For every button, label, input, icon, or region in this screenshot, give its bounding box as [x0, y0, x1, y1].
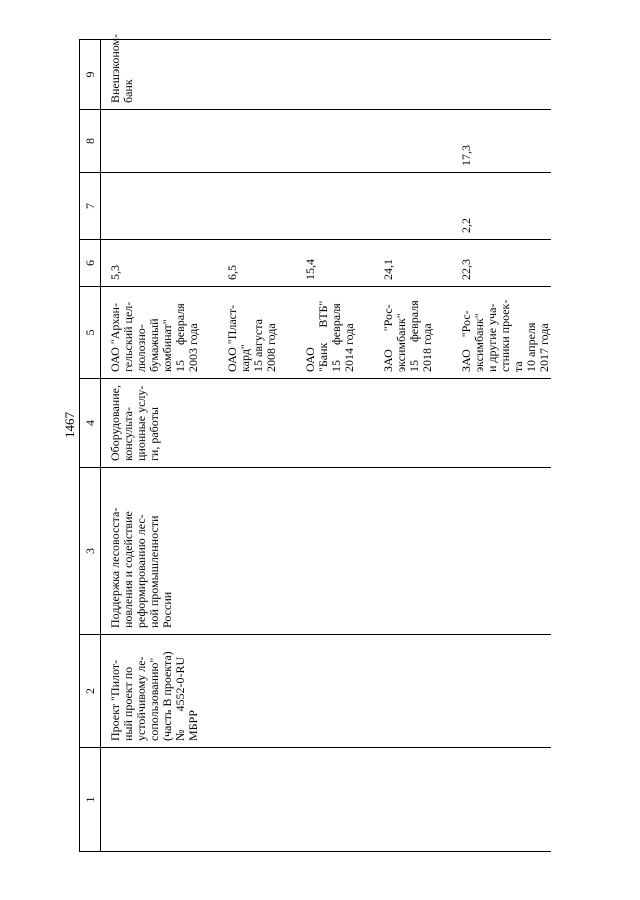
agent-line: 15 августа	[251, 319, 265, 372]
project-line: МБРР	[186, 710, 200, 741]
purpose-line: ной промышленности	[147, 515, 161, 628]
cell-purpose	[101, 468, 552, 635]
agent-block	[460, 291, 551, 372]
value-c6: 6,5	[225, 265, 239, 280]
agent-line: та	[511, 361, 525, 372]
agent-line: 2003 года	[186, 323, 200, 372]
goods-line: Оборудование,	[108, 385, 122, 461]
agent-line: люлозно-	[134, 324, 148, 372]
agent-block	[226, 291, 278, 372]
column-header-1: 1	[80, 748, 101, 852]
project-line: Проект "Пилот-	[108, 659, 122, 741]
goods-line: консульта-	[121, 407, 135, 461]
agent-line: стники проек-	[498, 299, 512, 372]
agent-line: 10 апреля	[524, 322, 538, 372]
value-c8: 17,3	[459, 145, 473, 166]
column-header-9: 9	[80, 40, 101, 110]
agent-line: ОАО "Пласт-	[225, 304, 239, 372]
table-row	[101, 40, 552, 852]
value-c6: 15,4	[303, 259, 317, 280]
value-c7: 2,2	[459, 218, 473, 233]
column-header-7: 7	[80, 173, 101, 240]
agent-line: эксимбанк"	[472, 313, 486, 372]
agent-line: 15 февраля	[173, 303, 187, 372]
agent-line: 2017 года	[537, 323, 551, 372]
cell-col-7	[101, 173, 552, 240]
cell-project	[101, 635, 552, 748]
agent-line: комбинат"	[160, 319, 174, 372]
header-row	[80, 40, 101, 852]
column-header-2: 2	[80, 635, 101, 748]
agent-line: 15 февраля	[407, 300, 421, 372]
project-line: ный проект по	[121, 666, 135, 741]
column-header-4: 4	[80, 379, 101, 468]
project-line: № 4552-0-RU	[173, 656, 187, 741]
project-line: устойчивому ле-	[134, 656, 148, 741]
purpose-line: реформированию лес-	[134, 514, 148, 628]
column-header-5: 5	[80, 287, 101, 379]
agent-block	[304, 291, 356, 372]
agent-line: "Банк ВТБ"	[316, 300, 330, 372]
value-c6: 24,1	[381, 259, 395, 280]
rotated-table-container	[79, 33, 619, 852]
agent-block	[109, 291, 200, 372]
project-line: (часть В проекта)	[160, 651, 174, 741]
note-line: банк	[121, 79, 135, 103]
agent-line: ЗАО "Рос-	[381, 304, 395, 372]
page-number: 1467	[62, 412, 77, 438]
agent-line: гельский цел-	[121, 301, 135, 372]
agent-line: ЗАО "Рос-	[459, 310, 473, 372]
agent-line: кард"	[238, 344, 252, 372]
cell-agents	[101, 287, 552, 379]
spacer	[109, 114, 460, 166]
agent-line: и другие уча-	[485, 303, 499, 372]
purpose-line: России	[160, 591, 174, 628]
agent-line: 2014 года	[342, 323, 356, 372]
goods-line: ги, работы	[147, 407, 161, 461]
value-c6: 5,3	[108, 265, 122, 280]
column-header-6: 6	[80, 240, 101, 287]
agent-block	[382, 291, 434, 372]
agent-line: 15 февраля	[329, 303, 343, 372]
data-table	[79, 33, 551, 852]
cell-col-8	[101, 110, 552, 173]
column-header-3: 3	[80, 468, 101, 635]
agent-line: ОАО	[303, 347, 317, 372]
purpose-line: новления и содействие	[121, 511, 135, 628]
cell-col-6	[101, 240, 552, 287]
agent-line: 2018 года	[420, 323, 434, 372]
goods-line: ционные услу-	[134, 385, 148, 461]
cell-col-9	[101, 33, 552, 110]
spacer	[109, 177, 460, 233]
project-line: сопользованию"	[147, 657, 161, 741]
value-c6: 22,3	[459, 259, 473, 280]
purpose-line: Поддержка лесовосста-	[108, 507, 122, 628]
cell-col-1	[101, 748, 552, 852]
agent-line: 2008 года	[264, 323, 278, 372]
note-line: Внешэконом-	[108, 33, 122, 103]
agent-line: эксимбанк"	[394, 313, 408, 372]
cell-goods	[101, 379, 552, 468]
agent-line: ОАО "Архан-	[108, 303, 122, 372]
column-header-8: 8	[80, 110, 101, 173]
agent-line: бумажный	[147, 318, 161, 372]
